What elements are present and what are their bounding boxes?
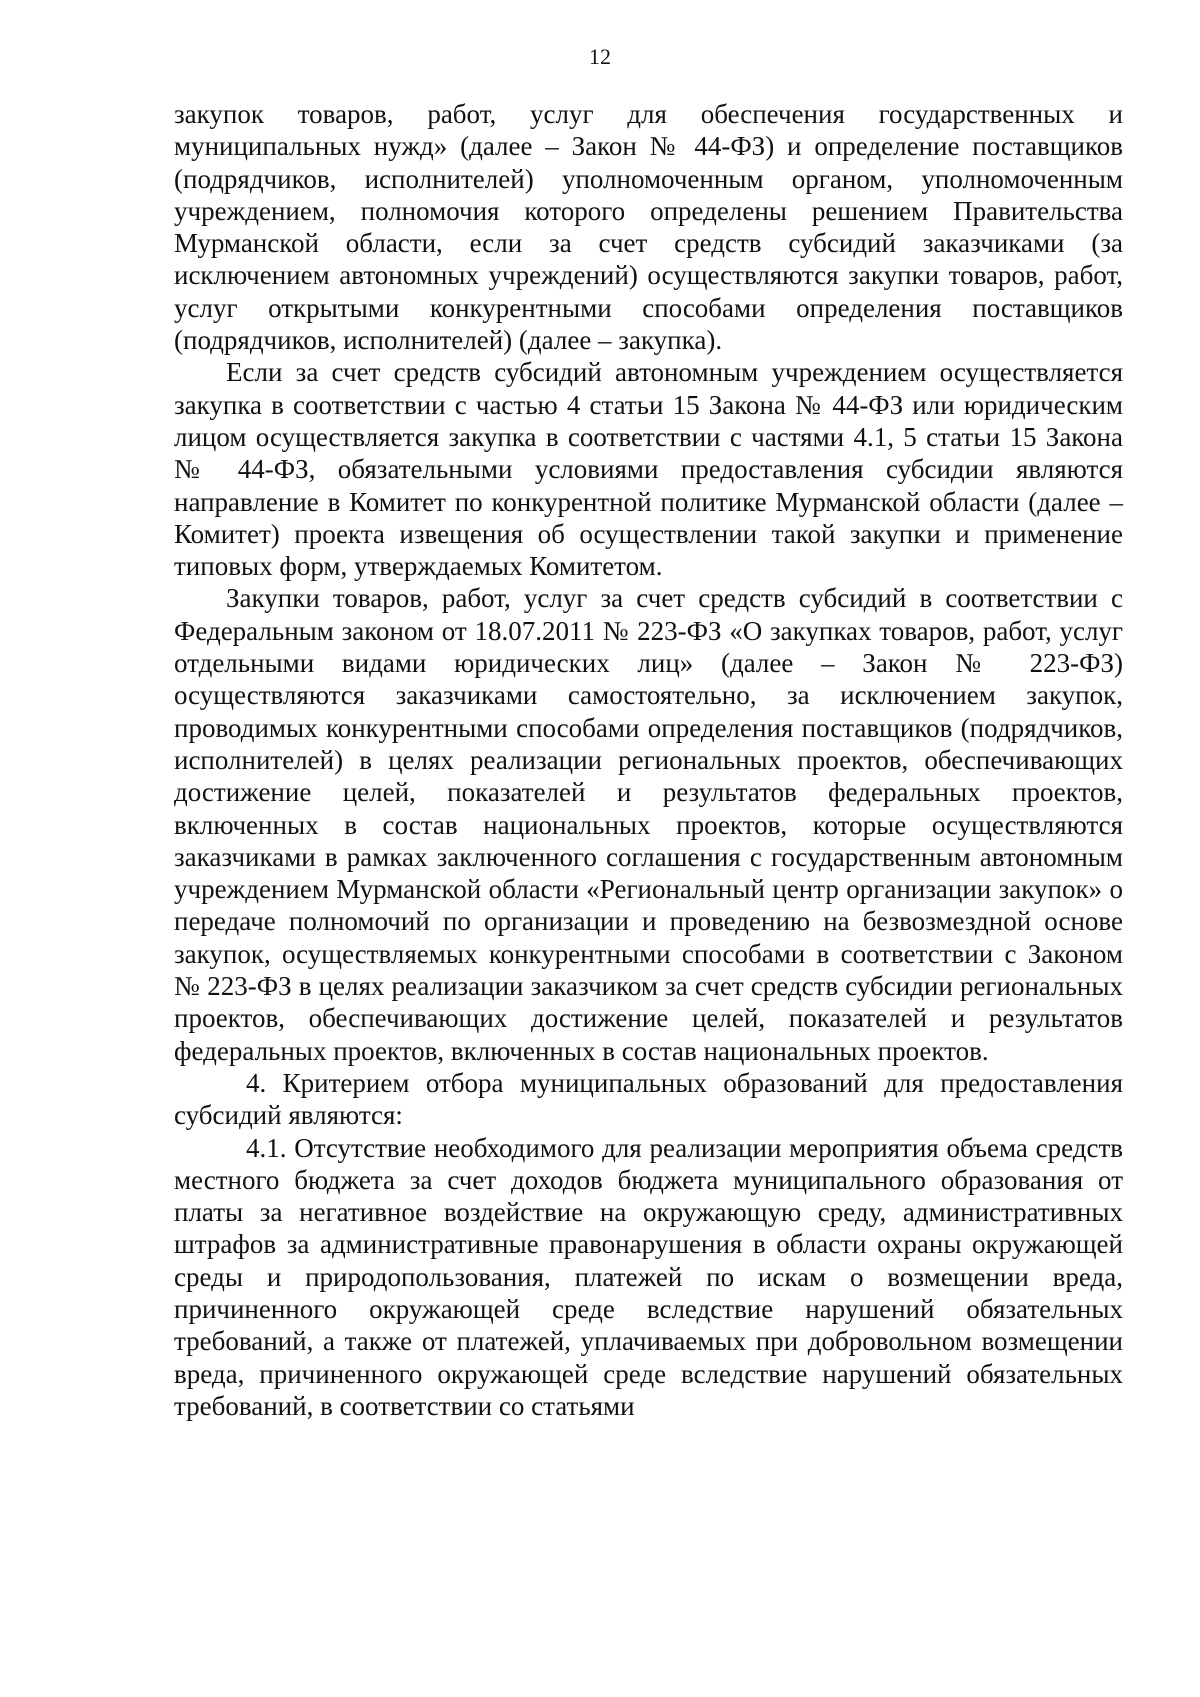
paragraph-continuation: закупок товаров, работ, услуг для обеспечения государственных и муниципальных нужд» (далее – Закон № 44-ФЗ) и определение поставщиков (подрядчиков, исполнителей) уполномоченным органом, уполномоченным учреждением, полномочия которого определены решением Правительства Мурманской области, если за счет средств субсидий заказчиками (за исключением автономных учреждений) осуществляются закупки товаров, работ, услуг открытыми конкурентными способами определения поставщиков (подрядчиков, исполнителей) (далее – закупка). [174, 99, 1123, 356]
paragraph-autonomous-procurement: Если за счет средств субсидий автономным учреждением осуществляется закупка в соответствии с частью 4 статьи 15 Закона № 44-ФЗ или юридическим лицом осуществляется закупка в соответствии с частями 4.1, 5 статьи 15 Закона № 44-ФЗ, обязательными условиями предоставления субсидии являются направление в Комитет по конкурентной политике Мурманской области (далее – Комитет) проекта извещения об осуществлении такой закупки и применение типовых форм, утверждаемых Комитетом. [174, 357, 1123, 582]
paragraph-selection-criteria: 4. Критерием отбора муниципальных образований для предоставления субсидий являются: [174, 1067, 1123, 1131]
paragraph-criterion-4-1: 4.1. Отсутствие необходимого для реализации мероприятия объема средств местного бюджета за счет доходов бюджета муниципального образования от платы за негативное воздействие на окружающую среду, административных штрафов за административные правонарушения в области охраны окружающей среды и природопользования, платежей по искам о возмещении вреда, причиненного окружающей среде вследствие нарушений обязательных требований, а также от платежей, уплачиваемых при добровольном возмещении вреда, причиненного окружающей среде вследствие нарушений обязательных требований, в соответствии со статьями [174, 1132, 1123, 1421]
document-body [174, 98, 1123, 1422]
paragraph-223-fz-procurement: Закупки товаров, работ, услуг за счет средств субсидий в соответствии с Федеральным законом от 18.07.2011 № 223-ФЗ «О закупках товаров, работ, услуг отдельными видами юридических лиц» (далее – Закон № 223-ФЗ) осуществляются заказчиками самостоятельно, за исключением закупок, проводимых конкурентными способами определения поставщиков (подрядчиков, исполнителей) в целях реализации региональных проектов, обеспечивающих достижение целей, показателей и результатов федеральных проектов, включенных в состав национальных проектов, которые осуществляются заказчиками в рамках заключенного соглашения с государственным автономным учреждением Мурманской области «Региональный центр организации закупок» о передаче полномочий по организации и проведению на безвозмездной основе закупок, осуществляемых конкурентными способами в соответствии с Законом № 223-ФЗ в целях реализации заказчиком за счет средств субсидии региональных проектов, обеспечивающих достижение целей, показателей и результатов федеральных проектов, включенных в состав национальных проектов. [174, 583, 1123, 1066]
page-number: 12 [589, 44, 611, 69]
